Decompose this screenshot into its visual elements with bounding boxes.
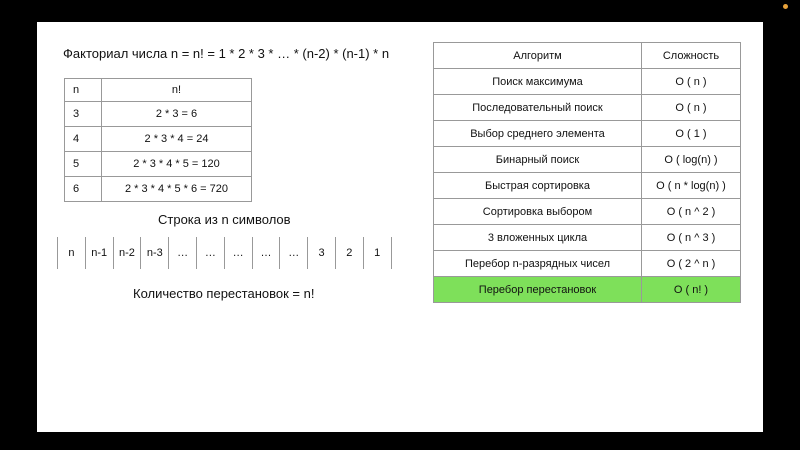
- cell-complexity: O ( n ): [642, 95, 741, 121]
- char-cell: …: [253, 237, 281, 269]
- table-row: [434, 147, 741, 173]
- cell-algorithm: Поиск максимума: [434, 69, 642, 95]
- char-cell: …: [280, 237, 308, 269]
- char-cell: …: [225, 237, 253, 269]
- header-cell-n: n: [65, 79, 102, 102]
- cell-n: 5: [65, 152, 102, 177]
- table-row: [434, 69, 741, 95]
- factorial-table: [64, 78, 252, 202]
- table-header-row: [65, 79, 252, 102]
- table-row: [434, 95, 741, 121]
- table-row: [65, 102, 252, 127]
- table-row: [65, 152, 252, 177]
- table-row: [434, 251, 741, 277]
- char-cell: 2: [336, 237, 364, 269]
- header-cell-factorial: n!: [102, 79, 252, 102]
- cell-value: 2 * 3 = 6: [102, 102, 252, 127]
- cell-value: 2 * 3 * 4 = 24: [102, 127, 252, 152]
- table-row: [65, 177, 252, 202]
- table-row: [434, 199, 741, 225]
- table-row: [434, 121, 741, 147]
- cell-value: 2 * 3 * 4 * 5 = 120: [102, 152, 252, 177]
- slide: [37, 22, 763, 432]
- table-row: [65, 127, 252, 152]
- cell-algorithm: Быстрая сортировка: [434, 173, 642, 199]
- cell-n: 6: [65, 177, 102, 202]
- table-header-row: [434, 43, 741, 69]
- highlighted-table-row: [434, 277, 741, 303]
- char-cell: n-2: [114, 237, 142, 269]
- cell-complexity: O ( n ^ 3 ): [642, 225, 741, 251]
- char-cell: n-1: [86, 237, 114, 269]
- char-cell: …: [169, 237, 197, 269]
- cell-algorithm: Последовательный поиск: [434, 95, 642, 121]
- cell-n: 3: [65, 102, 102, 127]
- complexity-table: [433, 42, 741, 303]
- cell-complexity: O ( n ): [642, 69, 741, 95]
- char-cell: n: [58, 237, 86, 269]
- permutations-caption: Количество перестановок = n!: [133, 286, 315, 301]
- character-strip: [57, 237, 392, 269]
- cell-algorithm: 3 вложенных цикла: [434, 225, 642, 251]
- cell-n: 4: [65, 127, 102, 152]
- cell-algorithm: Выбор среднего элемента: [434, 121, 642, 147]
- table-row: [434, 173, 741, 199]
- cell-complexity: O ( 1 ): [642, 121, 741, 147]
- cell-complexity: O ( log(n) ): [642, 147, 741, 173]
- recording-indicator-icon: [783, 4, 788, 9]
- cell-algorithm: Сортировка выбором: [434, 199, 642, 225]
- char-cell: n-3: [141, 237, 169, 269]
- char-cell: 3: [308, 237, 336, 269]
- char-cell: …: [197, 237, 225, 269]
- cell-complexity: O ( n ^ 2 ): [642, 199, 741, 225]
- cell-complexity: O ( n * log(n) ): [642, 173, 741, 199]
- cell-complexity: O ( n! ): [642, 277, 741, 303]
- header-cell-algorithm: Алгоритм: [434, 43, 642, 69]
- cell-algorithm: Перебор n-разрядных чисел: [434, 251, 642, 277]
- cell-algorithm: Бинарный поиск: [434, 147, 642, 173]
- factorial-title: Факториал числа n = n! = 1 * 2 * 3 * … * (n-2) * (n-1) * n: [63, 46, 390, 61]
- cell-value: 2 * 3 * 4 * 5 * 6 = 720: [102, 177, 252, 202]
- char-cell: 1: [364, 237, 392, 269]
- string-caption: Строка из n символов: [158, 212, 291, 227]
- cell-complexity: O ( 2 ^ n ): [642, 251, 741, 277]
- header-cell-complexity: Сложность: [642, 43, 741, 69]
- table-row: [434, 225, 741, 251]
- cell-algorithm: Перебор перестановок: [434, 277, 642, 303]
